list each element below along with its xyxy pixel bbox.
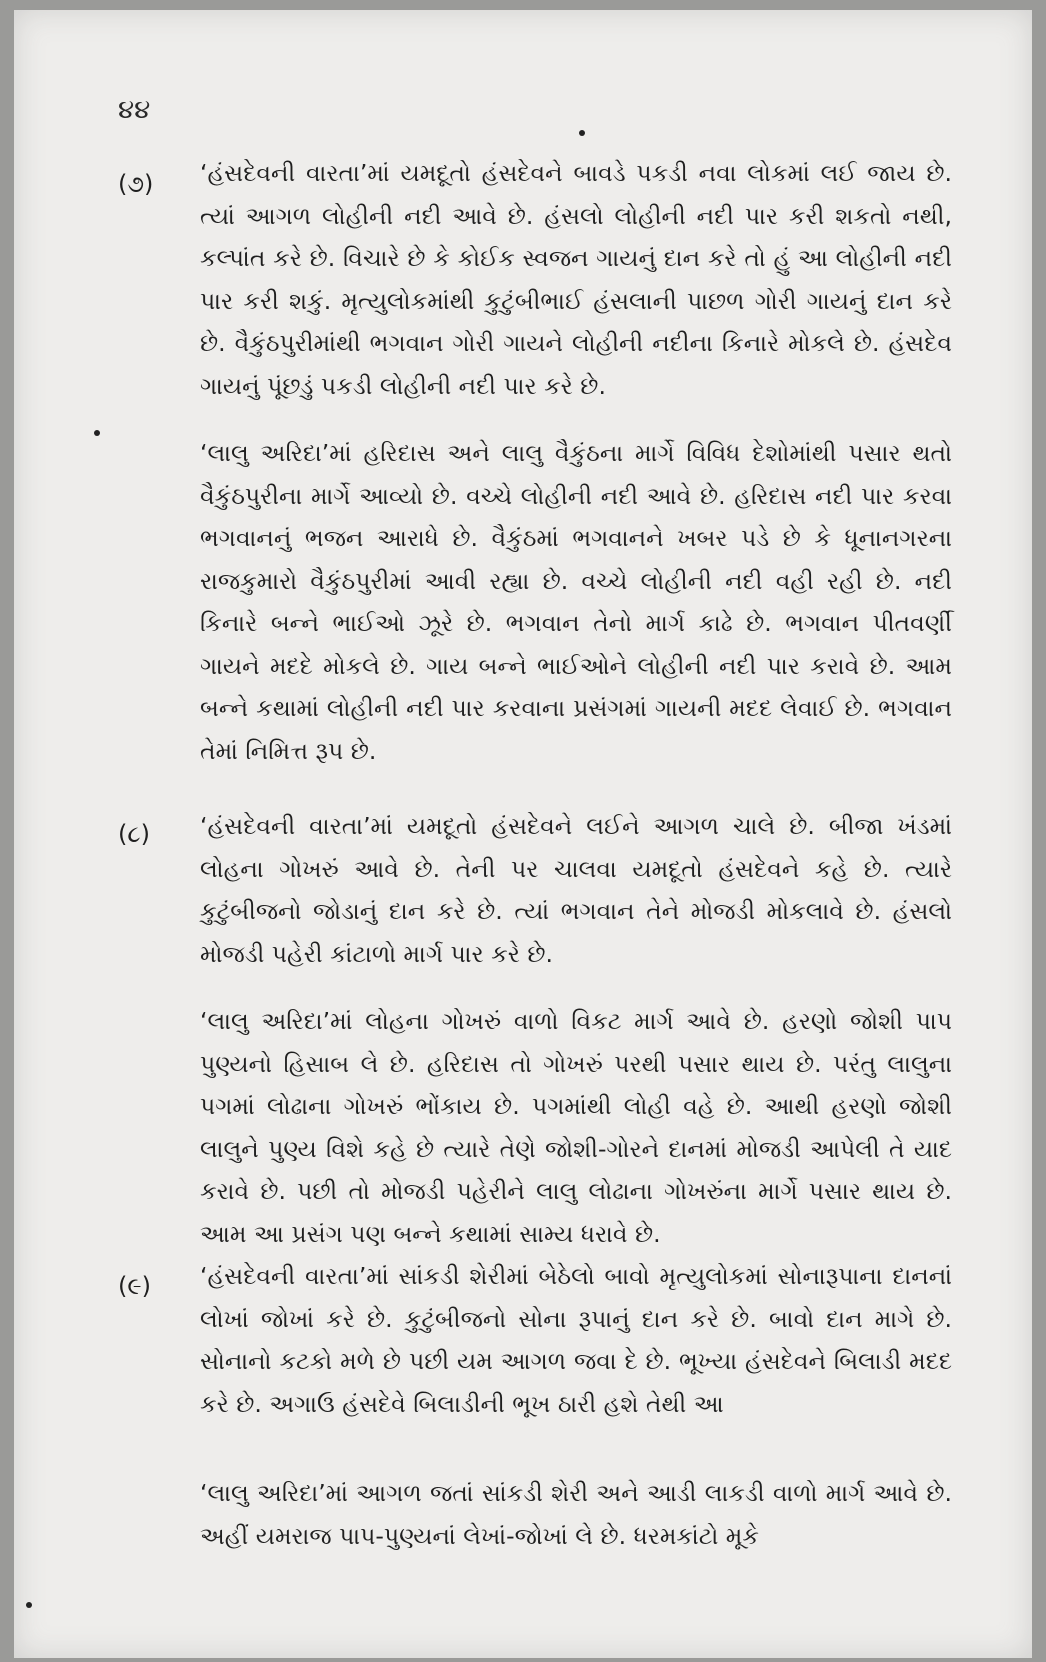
paragraph-7b: ‘લાલુ અરિદા’માં હરિદાસ અને લાલુ વૈકુંઠના માર્ગે વિવિધ દેશોમાંથી પસાર થતો વૈકુંઠપુરીના માર્ગે આવ્યો છે. વચ્ચે લોહીની નદી આવે છે. હરિદાસ નદી પાર કરવા ભગવાનનું ભજન આરાધે છે. વૈકુંઠમાં ભગવાનને ખબર પડે છે કે ધૂનાનગરના રાજકુમારો વૈકુંઠપુરીમાં આવી રહ્યા છે. વચ્ચે લોહીની નદી વહી રહી છે. નદી કિનારે બન્ને ભાઈઓ ઝૂરે છે. ભગવાન તેનો માર્ગ કાઢે છે. ભગવાન પીતવર્ણી ગાયને મદદે મોકલે છે. ગાય બન્ને ભાઈઓને લોહીની નદી પાર કરાવે છે. આમ બન્ને કથામાં લોહીની નદી પાર કરવાના પ્રસંગમાં ગાયની મદદ લેવાઈ છે. ભગવાન તેમાં નિમિત્ત રૂપ છે. [200, 439, 952, 765]
speck-mark [579, 130, 585, 136]
section-marker-9: (૯) [118, 1272, 151, 1300]
paragraph-8a: ‘હંસદેવની વારતા’માં યમદૂતો હંસદેવને લઈને આગળ ચાલે છે. બીજા ખંડમાં લોહના ગોખરું આવે છે. તેની પર ચાલવા યમદૂતો હંસદેવને કહે છે. ત્યારે કુટુંબીજનો જોડાનું દાન કરે છે. ત્યાં ભગવાન તેને મોજડી મોકલાવે છે. હંસલો મોજડી પહેરી કાંટાળો માર્ગ પાર કરે છે. [200, 812, 952, 968]
section-marker-8: (૮) [118, 820, 150, 848]
paragraph-9b: ‘લાલુ અરિદા’માં આગળ જતાં સાંકડી શેરી અને આડી લાકડી વાળો માર્ગ આવે છે. અહીં યમરાજ પાપ-પુણ્યનાં લેખાં-જોખાં લે છે. ધરમકાંટો મૂકે [200, 1479, 952, 1550]
paragraph-7a: ‘હંસદેવની વારતા’માં યમદૂતો હંસદેવને બાવડે પકડી નવા લોકમાં લઈ જાય છે. ત્યાં આગળ લોહીની નદી આવે છે. હંસલો લોહીની નદી પાર કરી શકતો નથી, કલ્પાંત કરે છે. વિચારે છે કે કોઈક સ્વજન ગાયનું દાન કરે તો હું આ લોહીની નદી પાર કરી શકું. મૃત્યુલોકમાંથી કુટુંબીભાઈ હંસલાની પાછળ ગોરી ગાયનું દાન કરે છે. વૈકુંઠપુરીમાંથી ભગવાન ગોરી ગાયને લોહીની નદીના કિનારે મોકલે છે. હંસદેવ ગાયનું પૂંછડું પકડી લોહીની નદી પાર કરે છે. [200, 159, 952, 400]
section-marker-7: (૭) [118, 170, 154, 198]
document-page [14, 10, 1032, 1658]
paragraph-9a: ‘હંસદેવની વારતા’માં સાંકડી શેરીમાં બેઠેલો બાવો મૃત્યુલોકમાં સોનારૂપાના દાનનાં લોખાં જોખાં કરે છે. કુટુંબીજનો સોના રૂપાનું દાન કરે છે. બાવો દાન માગે છે. સોનાનો કટકો મળે છે પછી યમ આગળ જવા દે છે. ભૂખ્યા હંસદેવને બિલાડી મદદ કરે છે. અગાઉ હંસદેવે બિલાડીની ભૂખ ઠારી હશે તેથી આ [200, 1262, 952, 1418]
speck-mark [26, 1602, 32, 1608]
speck-mark [94, 430, 100, 436]
paragraph-8b: ‘લાલુ અરિદા’માં લોહના ગોખરું વાળો વિકટ માર્ગ આવે છે. હરણો જોશી પાપ પુણ્યનો હિસાબ લે છે. હરિદાસ તો ગોખરું પરથી પસાર થાય છે. પરંતુ લાલુના પગમાં લોઢાના ગોખરું ભોંકાય છે. પગમાંથી લોહી વહે છે. આથી હરણો જોશી લાલુને પુણ્ય વિશે કહે છે ત્યારે તેણે જોશી-ગોરને દાનમાં મોજડી આપેલી તે યાદ કરાવે છે. પછી તો મોજડી પહેરીને લાલુ લોઢાના ગોખરુંના માર્ગે પસાર થાય છે. આમ આ પ્રસંગ પણ બન્ને કથામાં સામ્ય ધરાવે છે. [200, 1007, 952, 1248]
page-number: ૪૪ [118, 95, 151, 125]
